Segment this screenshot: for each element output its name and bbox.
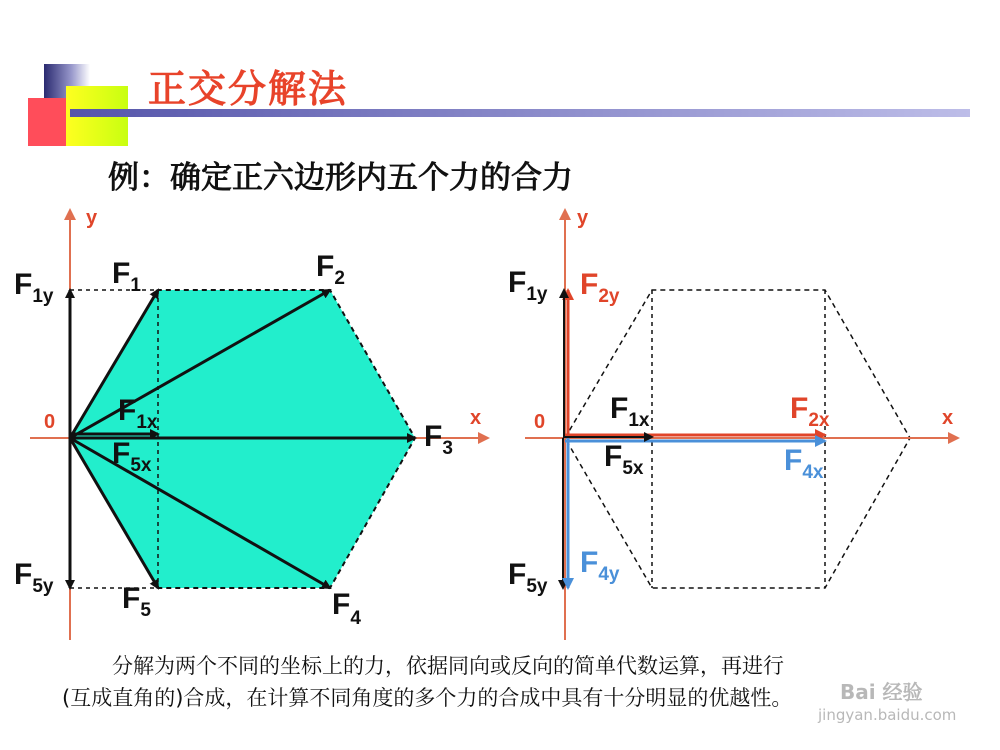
caption-line-2: (互成直角的)合成，在计算不同角度的多个力的合成中具有十分明显的优越性。	[62, 686, 793, 710]
watermark-url: jingyan.baidu.com	[818, 706, 957, 724]
label-F2x: $F_{2x}$	[790, 392, 830, 431]
label-F2y: $F_{2y}$	[580, 268, 620, 307]
caption	[62, 650, 932, 714]
page-title: 正交分解法	[148, 67, 349, 111]
right-origin-label: 0	[534, 411, 546, 433]
label-F1y: $F_{1y}$	[14, 268, 54, 307]
label-F1y-right: $F_{1y}$	[508, 266, 548, 305]
label-F1: $F_1$	[112, 257, 141, 296]
label-F5x: $F_{5x}$	[112, 437, 152, 476]
label-F3: $F_3$	[424, 420, 453, 459]
label-F5y: $F_{5y}$	[14, 558, 54, 597]
label-F4y: $F_{4y}$	[580, 546, 620, 585]
left-axis-x-label: x	[470, 407, 482, 429]
watermark-logo: Bai 经验	[840, 680, 923, 704]
label-F1x: $F_{1x}$	[118, 394, 158, 433]
label-F4: $F_4$	[332, 588, 361, 629]
left-diagram	[14, 207, 488, 640]
right-axis-x-label: x	[942, 407, 954, 429]
example-heading: 例：确定正六边形内五个力的合力	[108, 160, 573, 196]
label-F5: $F_5$	[122, 582, 151, 621]
label-F5x-right: $F_{5x}$	[604, 440, 644, 479]
right-axis-y-label: y	[577, 207, 589, 229]
label-F5y-right: $F_{5y}$	[508, 558, 548, 597]
left-origin-label: 0	[44, 411, 56, 433]
caption-line-1: 分解为两个不同的坐标上的力，依据同向或反向的简单代数运算，再进行	[112, 654, 784, 678]
label-F2: $F_2$	[316, 250, 345, 289]
left-axis-y-label: y	[86, 207, 98, 229]
label-F1x-right: $F_{1x}$	[610, 392, 650, 431]
right-diagram	[508, 207, 958, 640]
label-F4x: $F_{4x}$	[784, 444, 824, 483]
